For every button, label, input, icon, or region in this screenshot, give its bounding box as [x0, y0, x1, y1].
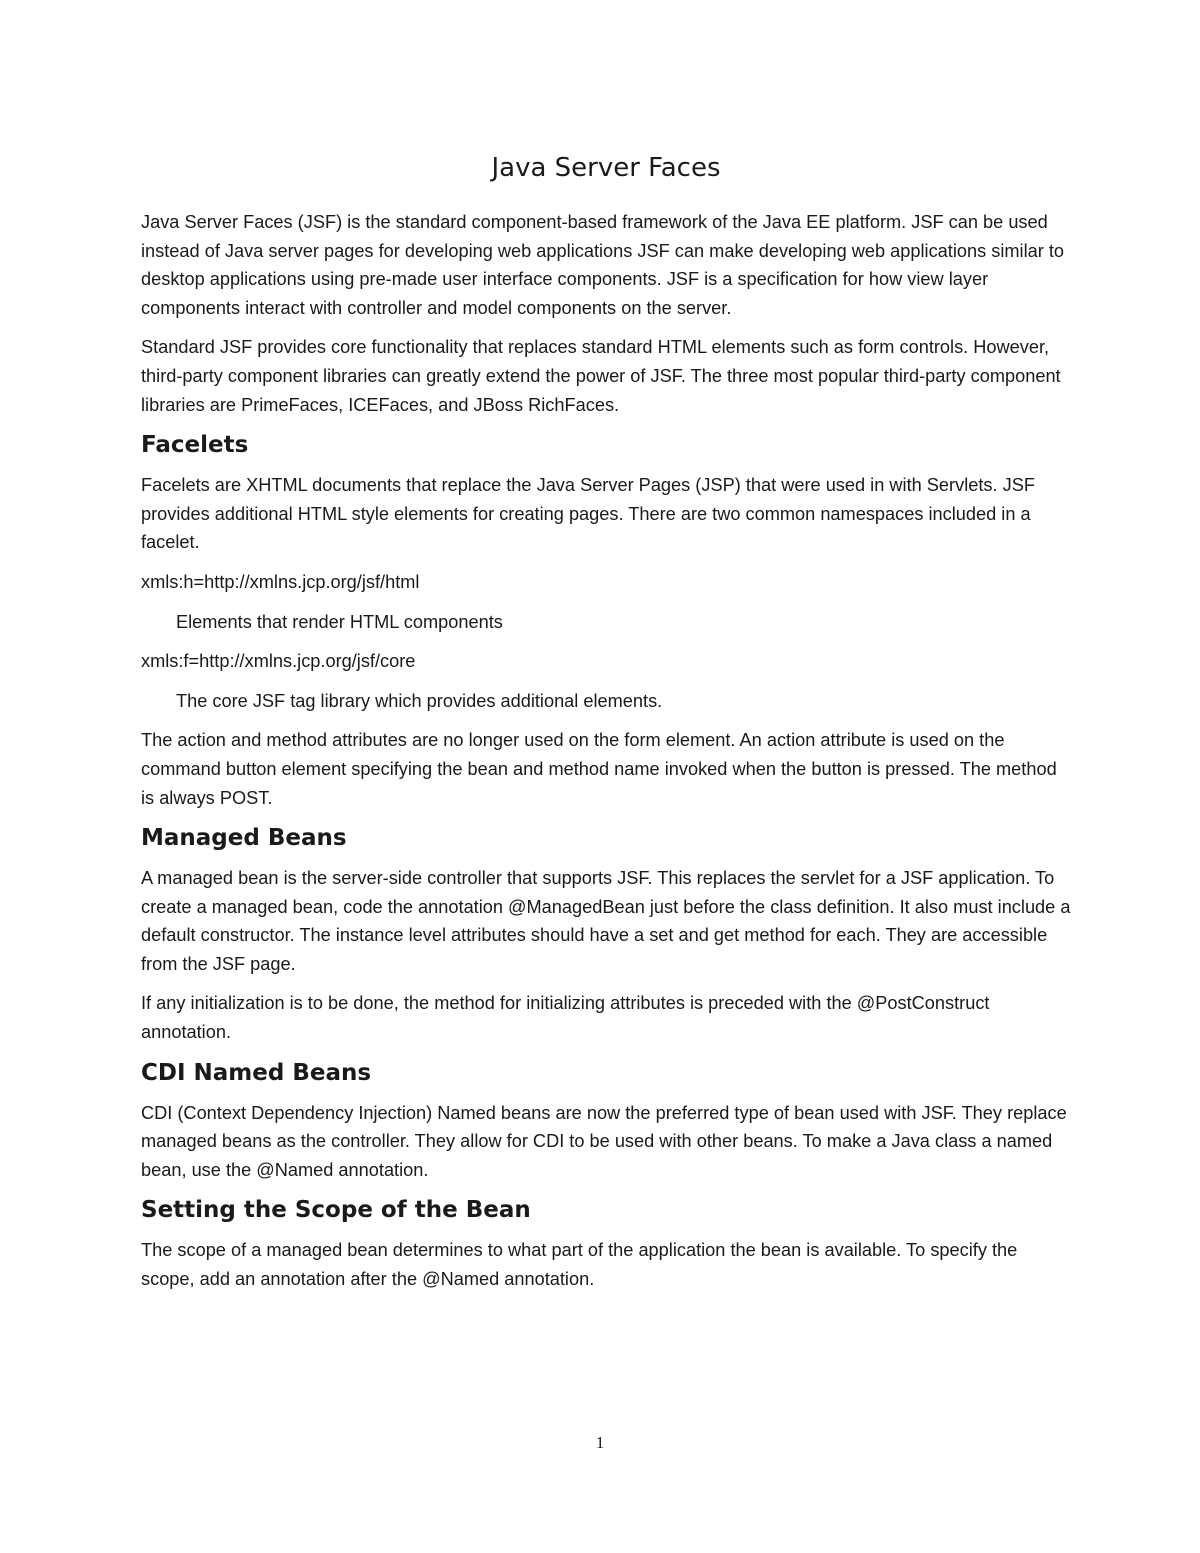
managed-beans-heading: Managed Beans: [141, 825, 347, 852]
scope-heading: Setting the Scope of the Bean: [141, 1197, 531, 1224]
cdi-beans-paragraph: CDI (Context Dependency Injection) Named beans are now the preferred type of bean used with JSF. They replace managed beans as the controller. They allow for CDI to be used with other beans. To make a Java class a named bean, use the @Named annotation.: [141, 1102, 1067, 1180]
cdi-beans-heading: CDI Named Beans: [141, 1059, 372, 1086]
scope-paragraph: The scope of a managed bean determines to what part of the application the bean is available. To specify the scope, add an annotation after the @Named annotation.: [141, 1240, 1018, 1290]
intro-paragraph-1: Java Server Faces (JSF) is the standard component-based framework of the Java EE platform. JSF can be used instead of Java server pages for developing web applications JSF can make developing web applications similar to desktop applications using pre-made user interface components. JSF is a specification for how view layer components interact with controller and model components on the server.: [141, 212, 1065, 318]
facelets-paragraph-1: Facelets are XHTML documents that replace the Java Server Pages (JSP) that were used in with Servlets. JSF provides additional HTML style elements for creating pages. There are two common namespaces included in a facelet.: [141, 475, 1035, 553]
page-number: 1: [595, 1433, 605, 1452]
document-page: [141, 150, 1071, 1305]
managed-beans-paragraph-2: If any initialization is to be done, the method for initializing attributes is preceded with the @PostConstruct annotation.: [141, 993, 990, 1043]
facelets-paragraph-2: The action and method attributes are no longer used on the form element. An action attribute is used on the command button element specifying the bean and method name invoked when the button is pressed. The method is always POST.: [141, 730, 1057, 808]
document-title: Java Server Faces: [491, 153, 721, 183]
namespace-core: xmls:f=http://xmlns.jcp.org/jsf/core: [141, 651, 416, 672]
namespace-html: xmls:h=http://xmlns.jcp.org/jsf/html: [141, 571, 420, 592]
managed-beans-paragraph-1: A managed bean is the server-side controller that supports JSF. This replaces the servlet for a JSF application. To create a managed bean, code the annotation @ManagedBean just before the class definition. It also must include a default constructor. The instance level attributes should have a set and get method for each. They are accessible from the JSF page.: [141, 868, 1071, 974]
namespace-core-description: The core JSF tag library which provides additional elements.: [176, 690, 663, 711]
namespace-html-description: Elements that render HTML components: [176, 611, 503, 632]
intro-paragraph-2: Standard JSF provides core functionality that replaces standard HTML elements such as form controls. However, third-party component libraries can greatly extend the power of JSF. The three most popular third-party component libraries are PrimeFaces, ICEFaces, and JBoss RichFaces.: [141, 337, 1061, 415]
facelets-heading: Facelets: [141, 432, 249, 459]
